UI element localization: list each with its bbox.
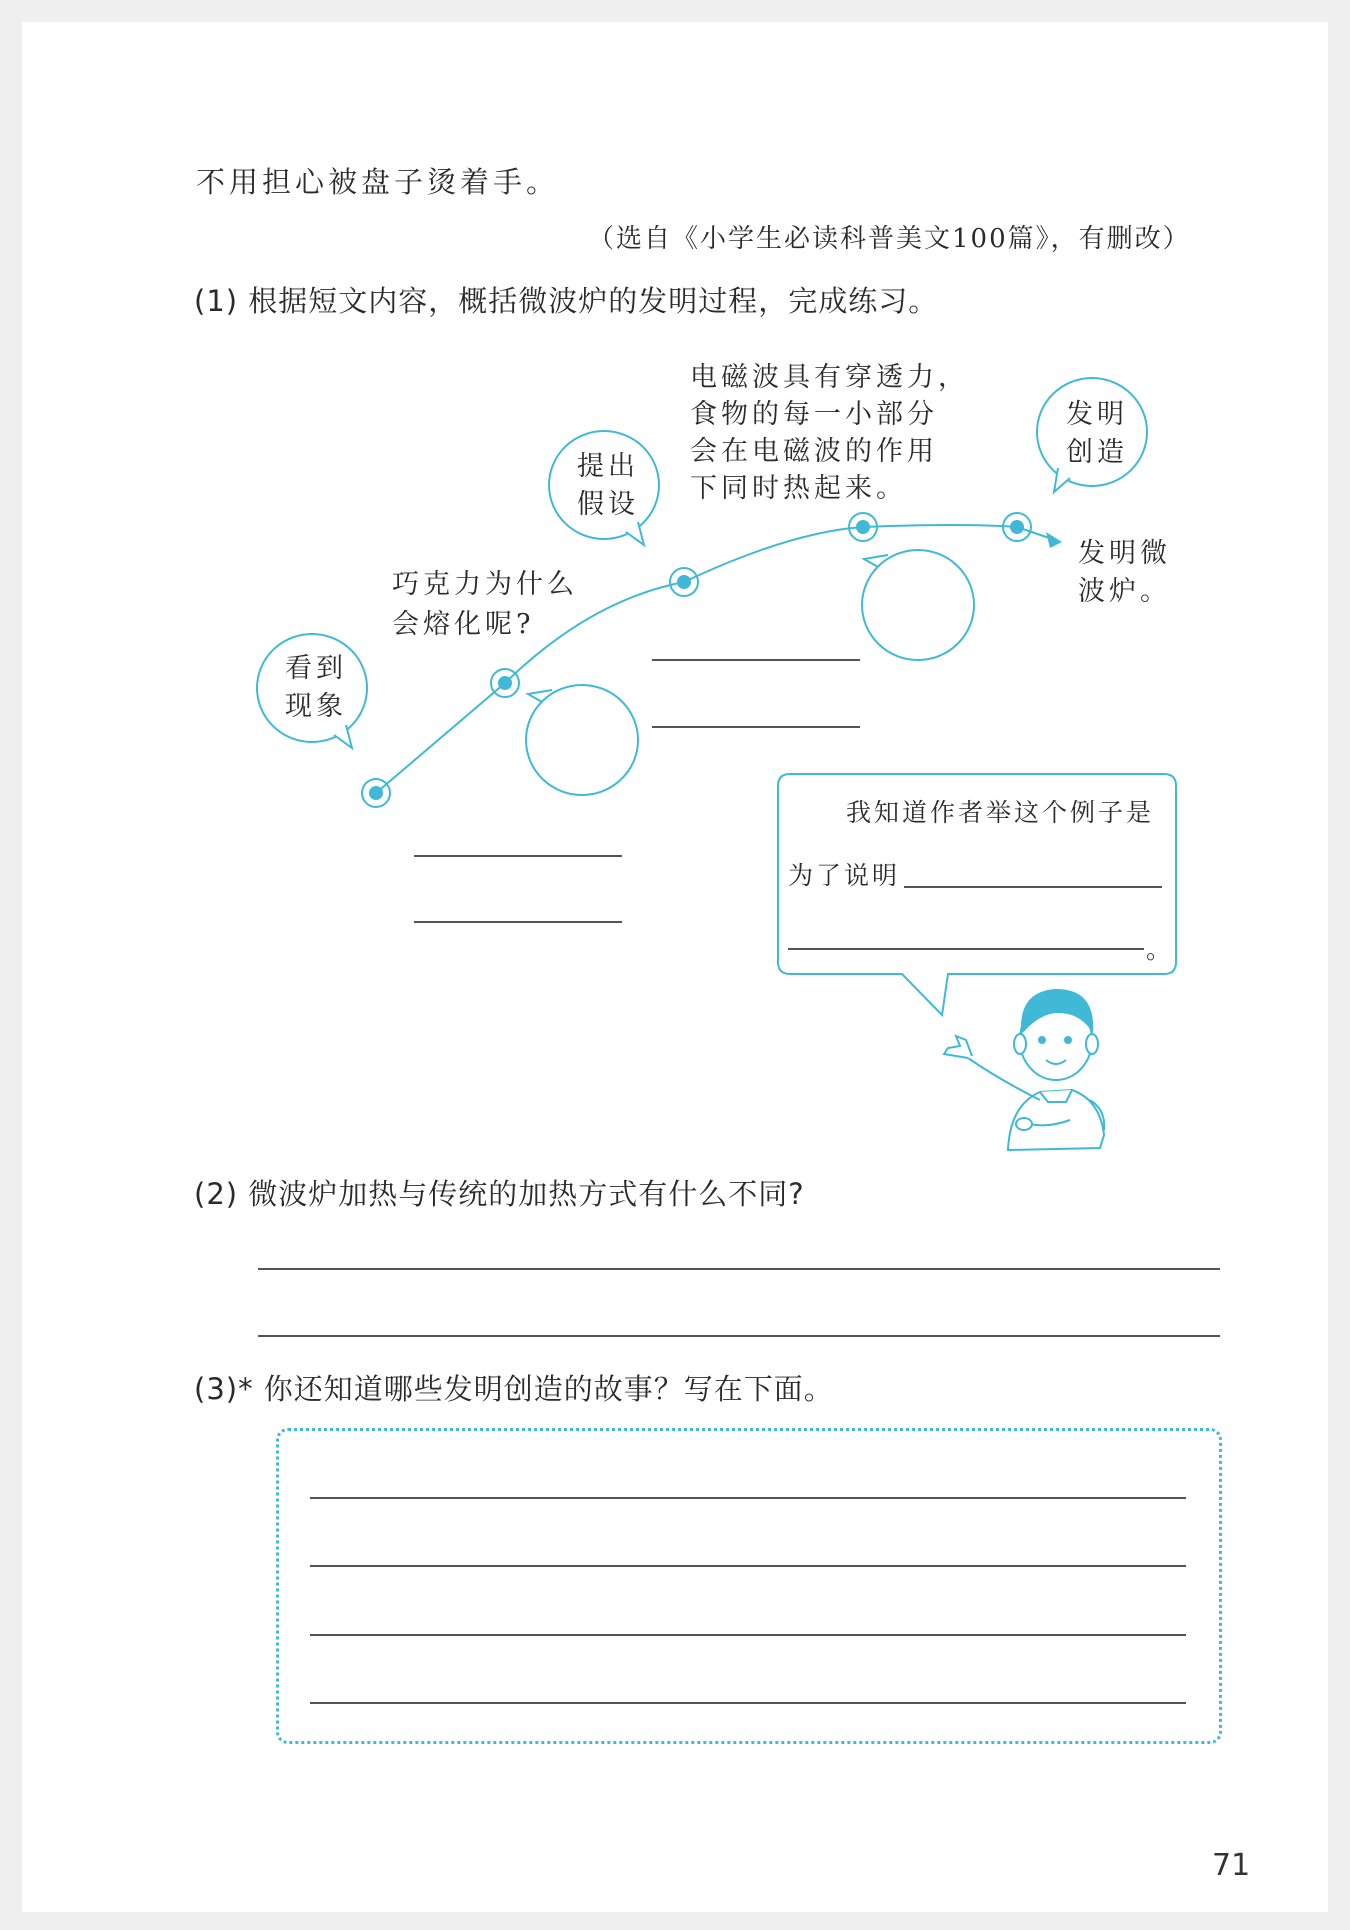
node-1 — [362, 779, 390, 807]
answer-circle-1 — [526, 685, 638, 795]
source-note: （选自《小学生必读科普美文100篇》，有删改） — [588, 224, 1191, 254]
q2-answer-line-1[interactable] — [258, 1268, 1220, 1270]
q3-answer-line-3[interactable] — [310, 1634, 1186, 1636]
q1-prompt: (1) 根据短文内容，概括微波炉的发明过程，完成练习。 — [194, 284, 939, 318]
node-2 — [491, 669, 519, 697]
speech-box-end: 。 — [1146, 935, 1175, 964]
boy-illustration — [944, 990, 1104, 1150]
q2-answer-line-2[interactable] — [258, 1335, 1220, 1337]
q2-prompt: (2) 微波炉加热与传统的加热方式有什么不同? — [194, 1177, 805, 1211]
result-text: 发明微 波炉。 — [1078, 538, 1171, 607]
speech-box-line1: 我知道作者举这个例子是 — [846, 798, 1155, 827]
page-number: 71 — [1212, 1848, 1251, 1883]
answer-line-hypothesis-1[interactable] — [652, 659, 860, 661]
answer-line-hypothesis-2[interactable] — [652, 726, 860, 728]
arrow-head — [1046, 532, 1062, 548]
passage-end: 不用担心被盘子烫着手。 — [196, 165, 560, 199]
speech-box-line2-label: 为了说明 — [788, 861, 901, 890]
bubble-see-text: 看到 现象 — [285, 653, 347, 722]
bubble-hypothesis-text: 提出 假设 — [577, 451, 639, 520]
q3-answer-box[interactable] — [276, 1428, 1222, 1744]
speech-box-answer-line-1[interactable] — [904, 886, 1162, 888]
speech-box-answer-line-2[interactable] — [788, 948, 1144, 950]
bubble-invent-text: 发明 创造 — [1066, 399, 1128, 468]
question-text: 巧克力为什么 会熔化呢? — [392, 569, 578, 640]
node-3 — [670, 568, 698, 596]
q3-answer-line-4[interactable] — [310, 1702, 1186, 1704]
q3-answer-line-2[interactable] — [310, 1565, 1186, 1567]
explanation-text: 电磁波具有穿透力， 食物的每一小部分 会在电磁波的作用 下同时热起来。 — [690, 362, 969, 504]
q3-prompt: (3)* 你还知道哪些发明创造的故事？写在下面。 — [194, 1372, 834, 1406]
answer-line-see-2[interactable] — [414, 921, 622, 923]
answer-circle-2 — [862, 550, 974, 660]
q3-answer-line-1[interactable] — [310, 1497, 1186, 1499]
answer-line-see-1[interactable] — [414, 855, 622, 857]
